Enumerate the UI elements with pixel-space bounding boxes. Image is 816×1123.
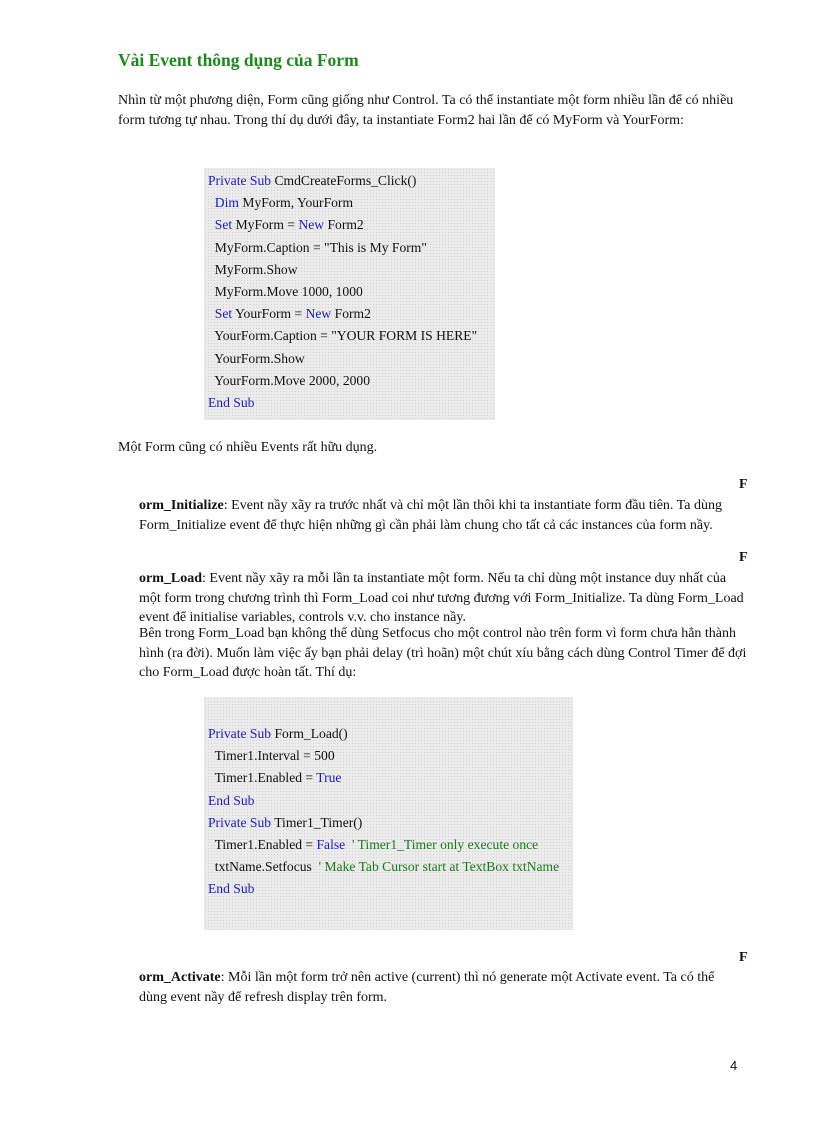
event-load — [139, 569, 749, 628]
events-intro: Một Form cũng có nhiều Events rất hữu dụng. — [118, 440, 378, 455]
code-line: YourForm.Move 2000, 2000 — [214, 372, 371, 388]
code-line: Set YourForm = New Form2 — [214, 306, 371, 322]
page-number: 4 — [730, 1058, 738, 1073]
drop-letter: F — [739, 950, 748, 965]
event-activate — [139, 968, 739, 1007]
code-line: MyForm.Move 1000, 1000 — [214, 283, 363, 299]
event-description: : Event nầy xãy ra mỗi lần ta instantiate một form. Nếu ta chỉ dùng một instance duy nhất của một form trong chương trình thì Form_Load coi như tương đương với Form_Initialize. Ta dùng Form_Load event để initialise variables, controls v.v. cho instance nầy. — [139, 571, 744, 625]
event-description: : Event nầy xãy ra trước nhất và chỉ một lần thôi khi ta instantiate form đầu tiên. Ta dùng Form_Initialize event để thực hiện những gì cần phải làm chung cho tất cả các instances của form nầy. — [139, 498, 722, 533]
code-line: YourForm.Show — [214, 350, 305, 366]
code-line: Timer1.Enabled = True — [214, 770, 342, 786]
code-line: Set MyForm = New Form2 — [214, 217, 364, 233]
event-description: : Mỗi lần một form trở nên active (current) thì nó generate một Activate event. Ta có thể dùng event nầy để refresh display trên form. — [139, 970, 715, 1005]
intro-paragraph: Nhìn từ một phương diện, Form cũng giống như Control. Ta có thể instantiate một form nhiều lần để có nhiều form tương tự nhau. Trong thí dụ dưới đây, ta instantiate Form2 hai lần để có MyForm và YourForm: — [118, 93, 734, 128]
event-name: orm_Activate — [139, 970, 221, 985]
code-line: Private Sub CmdCreateForms_Click() — [208, 173, 417, 188]
section-heading: Vài Event thông dụng của Form — [118, 50, 359, 70]
event-load-note: Bên trong Form_Load bạn không thể dùng Setfocus cho một control nào trên form vì form chưa hẳn thành hình (ra đời). Muốn làm việc ấy bạn phải delay (trì hoãn) một chút xíu bằng cách dùng Control Timer để đợi cho Form_Load được hoàn tất. Thí dụ: — [139, 626, 747, 680]
code-line: Timer1.Enabled = False ' Timer1_Timer only execute once — [214, 836, 539, 852]
code-line: Dim MyForm, YourForm — [214, 195, 354, 211]
code-line: End Sub — [208, 792, 255, 808]
code-line: MyForm.Show — [214, 261, 298, 277]
code-block-create-forms — [204, 168, 495, 420]
code-line: End Sub — [208, 881, 255, 897]
code-line: Private Sub Form_Load() — [208, 726, 348, 741]
code-line: txtName.Setfocus ' Make Tab Cursor start at TextBox txtName — [214, 859, 560, 875]
code-line: Timer1.Interval = 500 — [214, 748, 335, 764]
code-line: MyForm.Caption = "This is My Form" — [214, 239, 427, 255]
code-line: Private Sub Timer1_Timer() — [208, 814, 363, 830]
drop-letter: F — [739, 550, 748, 565]
event-initialize — [139, 496, 749, 535]
drop-letter: F — [739, 477, 748, 492]
event-name: orm_Load — [139, 571, 202, 586]
code-line: End Sub — [208, 394, 255, 410]
code-block-form-load — [204, 697, 573, 930]
event-name: orm_Initialize — [139, 498, 224, 513]
code-line: YourForm.Caption = "YOUR FORM IS HERE" — [214, 328, 478, 344]
